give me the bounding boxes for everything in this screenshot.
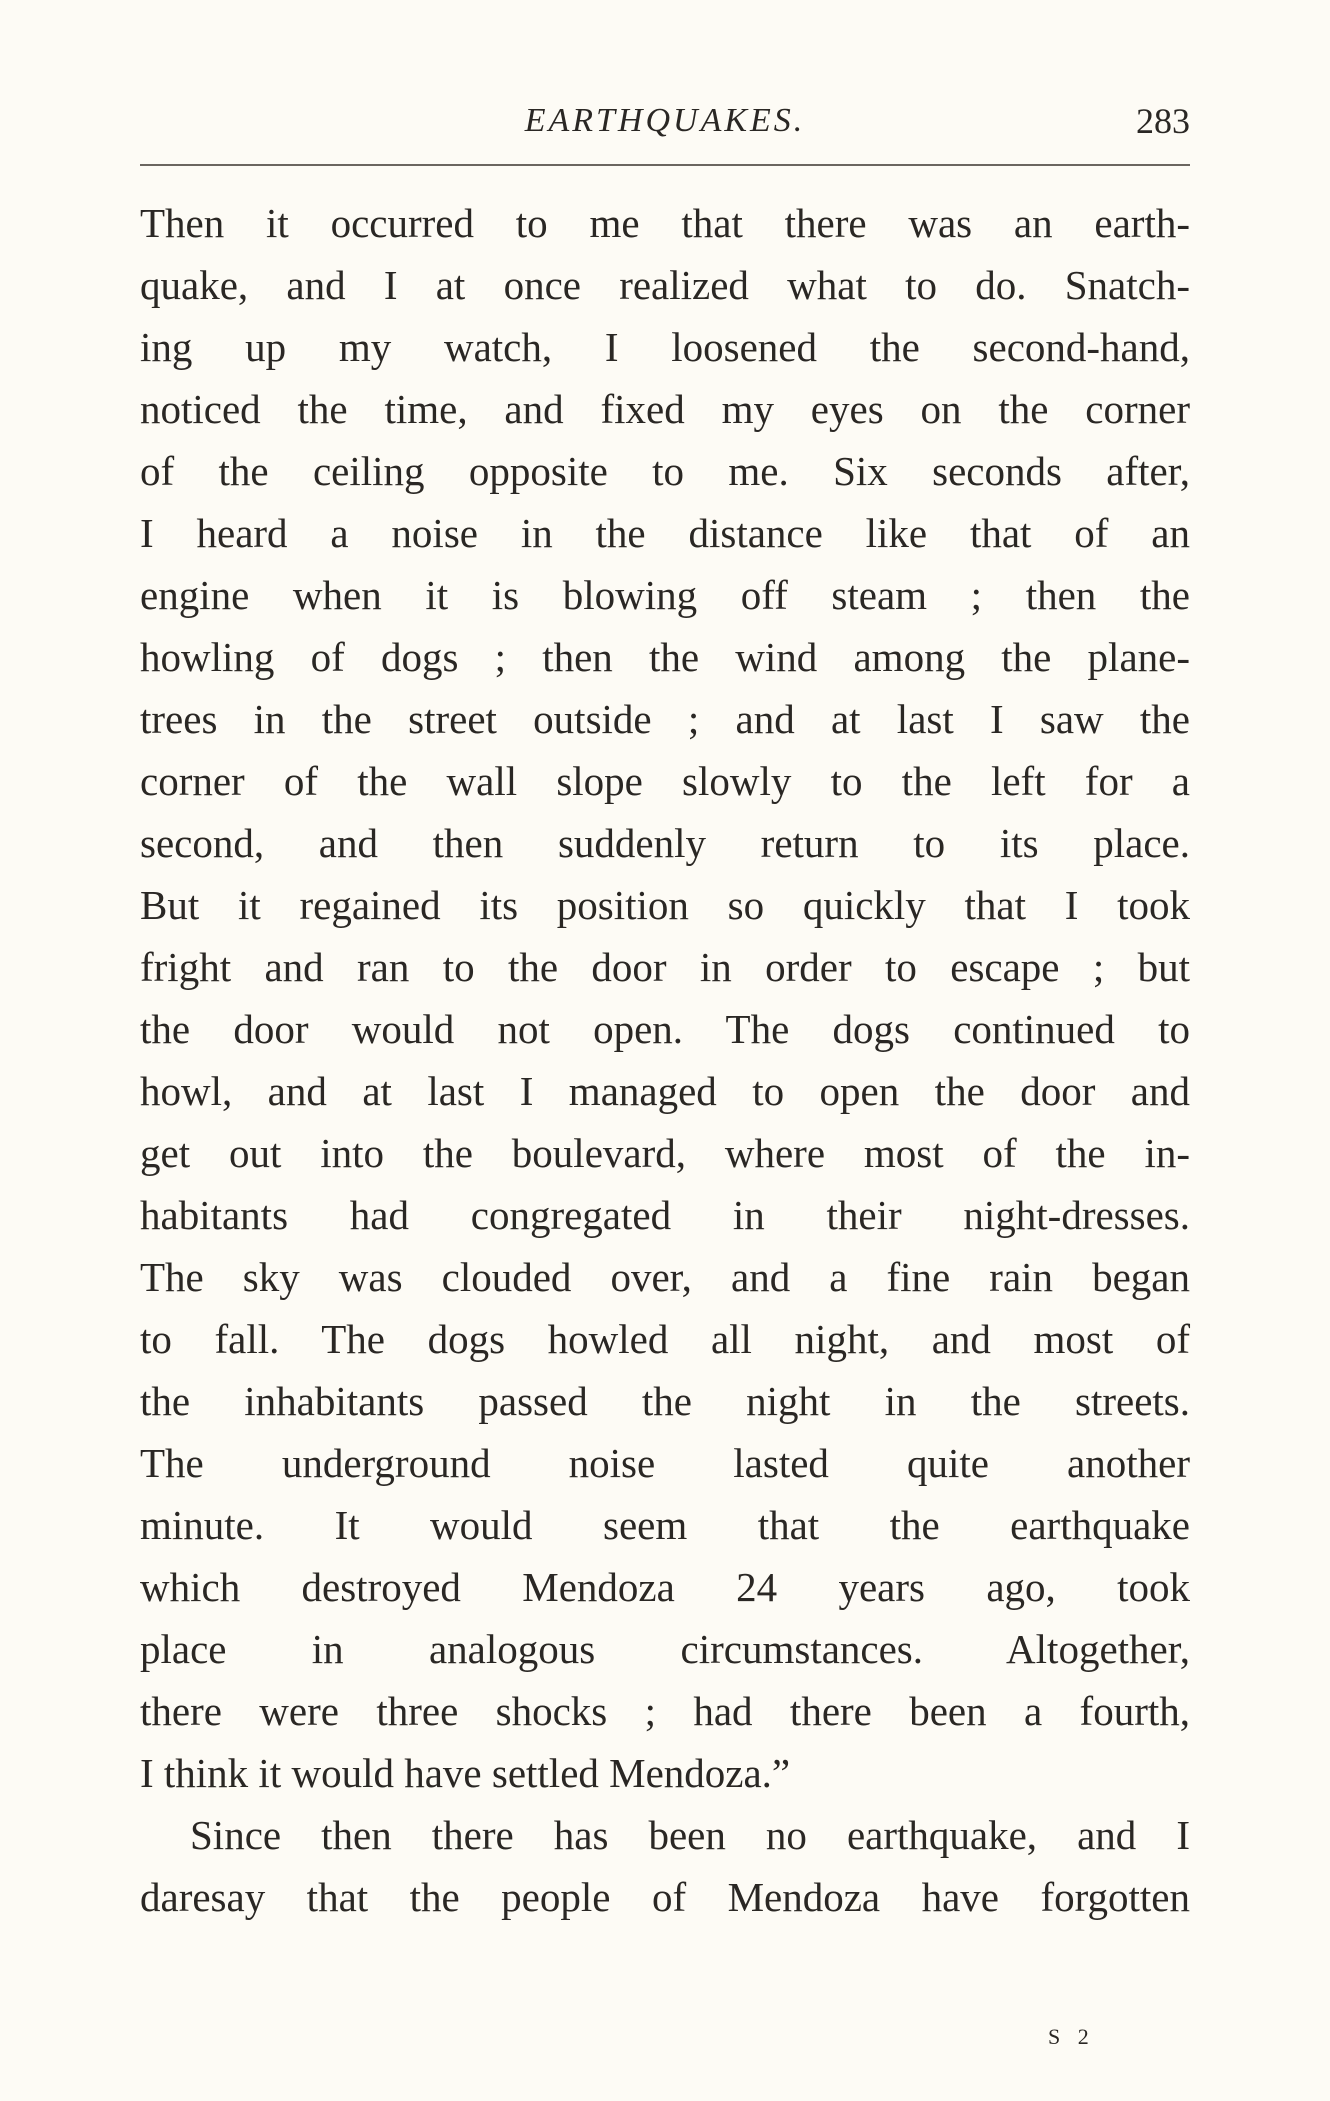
text-line: noticed the time, and fixed my eyes on the corner [140, 386, 1190, 432]
running-head [140, 96, 1190, 146]
text-line: The sky was clouded over, and a fine rain began [140, 1254, 1190, 1300]
body-text [140, 192, 1190, 1928]
text-line: quake, and I at once realized what to do. Snatch- [140, 262, 1190, 308]
text-line: engine when it is blowing off steam ; then the [140, 572, 1190, 618]
text-line: the inhabitants passed the night in the streets. [140, 1378, 1190, 1424]
text-line: corner of the wall slope slowly to the left for a [140, 758, 1190, 804]
signature-mark: S 2 [1048, 2024, 1095, 2049]
text-line: there were three shocks ; had there been a fourth, [140, 1688, 1190, 1734]
text-line: of the ceiling opposite to me. Six seconds after, [140, 448, 1190, 494]
text-line: daresay that the people of Mendoza have forgotten [140, 1874, 1190, 1920]
page-number: 283 [1136, 101, 1190, 141]
text-line: minute. It would seem that the earthquake [140, 1502, 1190, 1548]
text-line: I heard a noise in the distance like that of an [140, 510, 1190, 556]
text-line: I think it would have settled Mendoza.” [140, 1750, 791, 1796]
text-line: But it regained its position so quickly that I took [140, 882, 1190, 928]
text-line: Since then there has been no earthquake, and I [190, 1812, 1190, 1858]
text-line: get out into the boulevard, where most of the in- [140, 1130, 1190, 1176]
text-line: place in analogous circumstances. Altogether, [140, 1626, 1190, 1672]
header-rule [140, 164, 1190, 166]
text-line: howl, and at last I managed to open the door and [140, 1068, 1190, 1114]
text-line: to fall. The dogs howled all night, and most of [140, 1316, 1190, 1362]
text-line: trees in the street outside ; and at last I saw the [140, 696, 1190, 742]
text-line: second, and then suddenly return to its place. [140, 820, 1190, 866]
text-line: howling of dogs ; then the wind among the plane- [140, 634, 1190, 680]
text-line: the door would not open. The dogs continued to [140, 1006, 1190, 1052]
text-line: which destroyed Mendoza 24 years ago, took [140, 1564, 1190, 1610]
text-line: The underground noise lasted quite another [140, 1440, 1190, 1486]
text-line: fright and ran to the door in order to escape ; but [140, 944, 1190, 990]
text-line: Then it occurred to me that there was an earth- [140, 200, 1190, 246]
text-line: ing up my watch, I loosened the second-hand, [140, 324, 1190, 370]
text-line: habitants had congregated in their night-dresses. [140, 1192, 1190, 1238]
running-title: EARTHQUAKES. [524, 102, 806, 139]
